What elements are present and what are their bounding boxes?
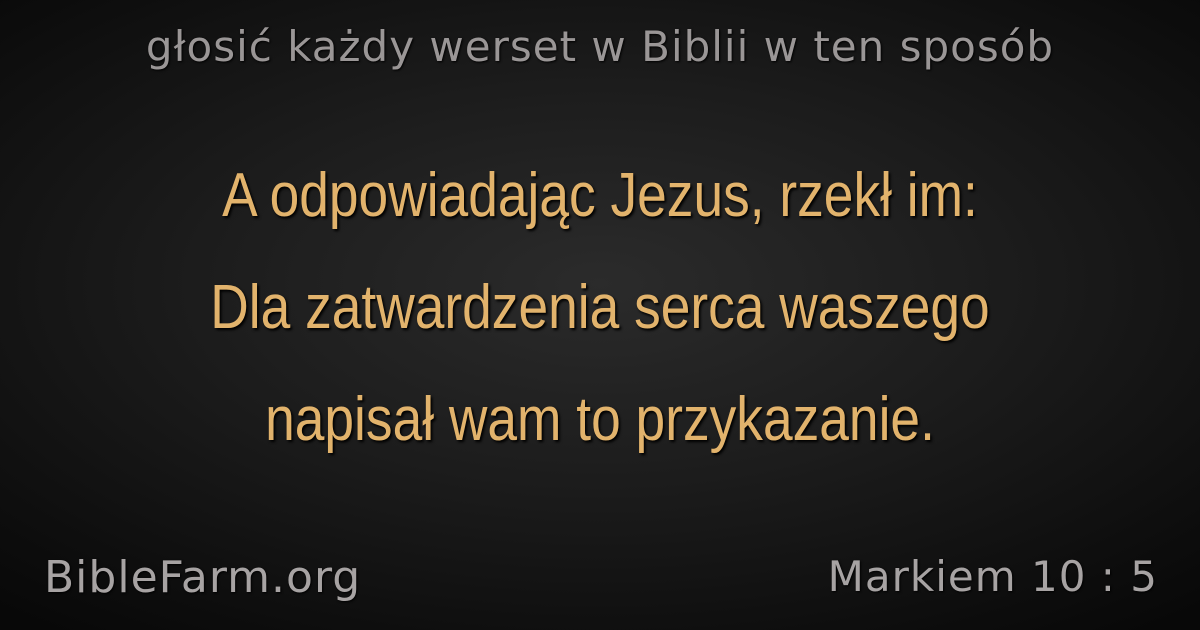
verse-line: A odpowiadając Jezus, rzekł im: [222, 161, 978, 230]
tagline: głosić każdy werset w Biblii w ten sposób [145, 22, 1055, 71]
verse-text [118, 140, 1081, 476]
verse-reference: Markiem 10 : 5 [827, 552, 1158, 601]
verse-line: Dla zatwardzenia serca waszego [210, 273, 990, 342]
site-name[interactable]: BibleFarm.org [44, 552, 362, 603]
verse-line: napisał wam to przykazanie. [265, 385, 935, 454]
